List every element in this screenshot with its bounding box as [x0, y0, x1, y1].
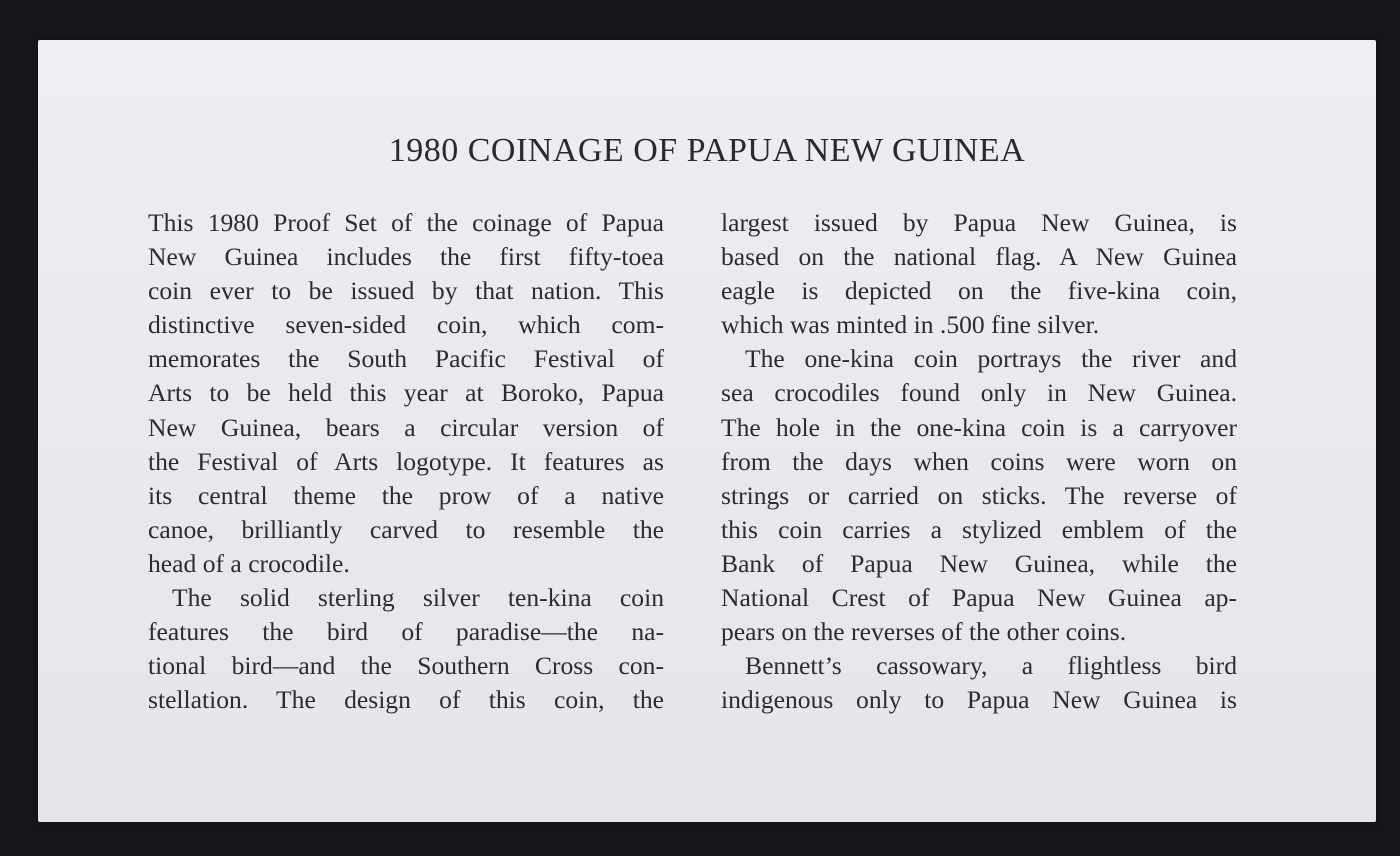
- text-line: largest issued by Papua New Guinea, is: [721, 208, 1237, 237]
- text-line: canoe, brilliantly carved to resemble the: [148, 514, 664, 544]
- paragraph-cassowary: [721, 649, 1237, 717]
- printed-card: [38, 40, 1376, 822]
- text-line: features the bird of paradise—the na-: [148, 617, 664, 647]
- text-line: stellation. The design of this coin, the: [148, 685, 664, 715]
- paragraph-ten-kina-continued: [721, 206, 1237, 342]
- text-line: tional bird—and the Southern Cross con-: [148, 651, 664, 681]
- text-line: sea crocodiles found only in New Guinea.: [721, 378, 1237, 408]
- text-line: Arts to be held this year at Boroko, Papua: [148, 378, 664, 408]
- right-text-column: [721, 206, 1237, 717]
- text-line: based on the national flag. A New Guinea: [721, 242, 1237, 272]
- text-line: The solid sterling silver ten-kina coin: [172, 583, 664, 613]
- paragraph-fifty-toea: [148, 206, 664, 581]
- text-line: This 1980 Proof Set of the coinage of Papua: [148, 208, 664, 237]
- text-line: eagle is depicted on the five-kina coin,: [721, 276, 1237, 306]
- text-line: the Festival of Arts logotype. It features as: [148, 446, 664, 476]
- text-line: New Guinea includes the first fifty-toea: [148, 242, 664, 272]
- text-line: memorates the South Pacific Festival of: [148, 344, 664, 374]
- paragraph-ten-kina: [148, 581, 664, 717]
- text-line: strings or carried on sticks. The reverse of: [721, 480, 1237, 510]
- paragraph-one-kina: [721, 342, 1237, 649]
- text-line: indigenous only to Papua New Guinea is: [721, 685, 1237, 715]
- text-line: distinctive seven-sided coin, which com-: [148, 310, 664, 340]
- left-text-column: [148, 206, 664, 717]
- text-line: pears on the reverses of the other coins.: [721, 617, 1127, 647]
- text-line: this coin carries a stylized emblem of the: [721, 514, 1237, 544]
- text-line: which was minted in .500 fine silver.: [721, 310, 1100, 340]
- text-line: National Crest of Papua New Guinea ap-: [721, 583, 1237, 613]
- text-line: Bennett’s cassowary, a flightless bird: [745, 651, 1237, 681]
- text-line: coin ever to be issued by that nation. This: [148, 276, 664, 306]
- text-line: its central theme the prow of a native: [148, 480, 664, 510]
- text-line: head of a crocodile.: [148, 548, 350, 578]
- text-line: The hole in the one-kina coin is a carryover: [721, 412, 1237, 442]
- text-line: Bank of Papua New Guinea, while the: [721, 548, 1237, 578]
- text-line: The one-kina coin portrays the river and: [745, 344, 1237, 374]
- text-line: from the days when coins were worn on: [721, 446, 1237, 476]
- text-line: New Guinea, bears a circular version of: [148, 412, 664, 442]
- document-title: 1980 COINAGE OF PAPUA NEW GUINEA: [388, 132, 1026, 169]
